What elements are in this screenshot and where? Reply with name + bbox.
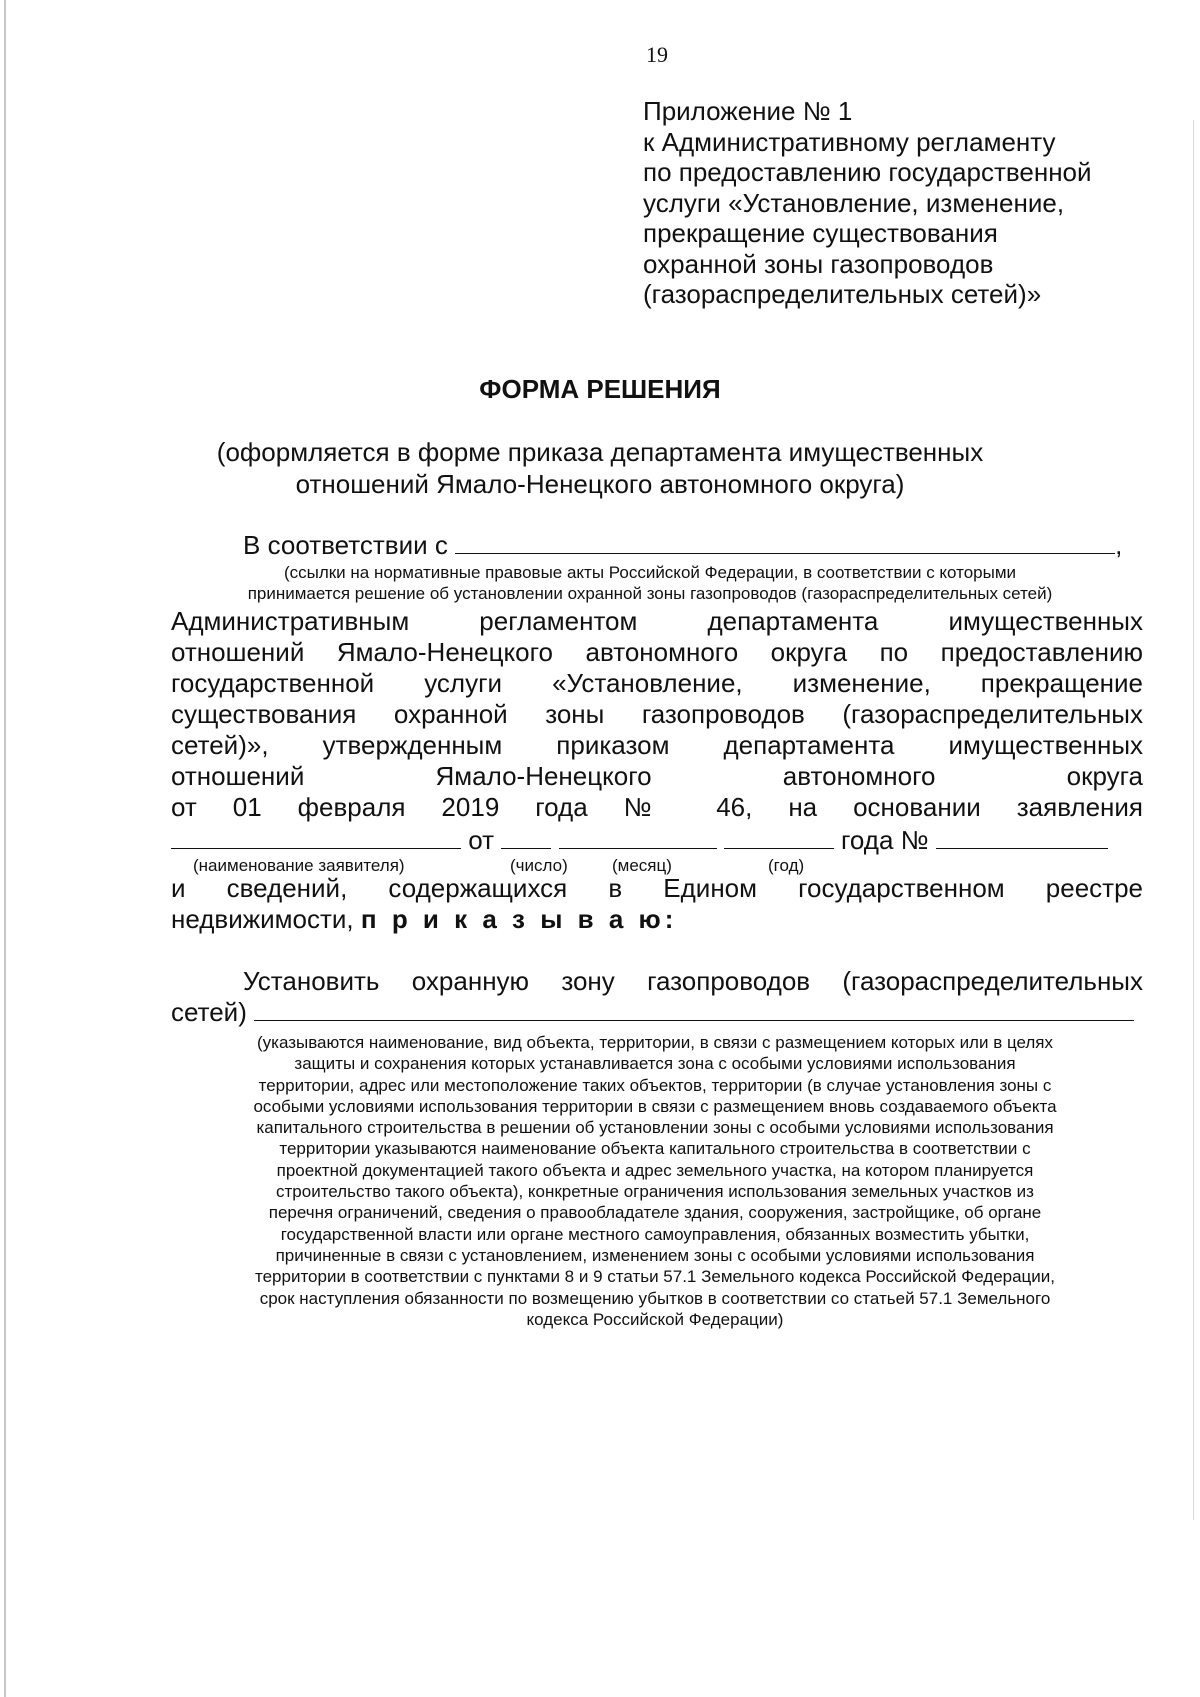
establish-paragraph <box>171 966 1143 1028</box>
accordance-comma: , <box>1115 530 1123 560</box>
caption-line: срок наступления обязанности по возмещению убытков в соответствии со статьей 57.1 Земельного <box>259 1288 1051 1308</box>
caption-line: особыми условиями использования территории в связи с размещением вновь создаваемого объекта <box>253 1096 1057 1116</box>
caption-line: причиненные в связи с установлением, изменением зоны с особыми условиями использования <box>275 1245 1035 1265</box>
reglament-paragraph <box>171 606 1143 823</box>
appendix-line: Приложение № 1 <box>643 96 853 126</box>
caption-line: (ссылки на нормативные правовые акты Российской Федерации, в соответствии с которыми <box>283 563 1017 582</box>
paragraph-line: Административным регламентом департамента имущественных <box>171 606 1143 636</box>
form-subtitle <box>0 436 1200 500</box>
registry-prefix: недвижимости, <box>171 904 361 934</box>
paragraph-line <box>171 904 1143 935</box>
accordance-line <box>243 530 1122 561</box>
appendix-block <box>643 96 1163 310</box>
month-caption: (месяц) <box>612 856 672 875</box>
establish-caption <box>165 1032 1145 1330</box>
appendix-line: охранной зоны газопроводов <box>643 248 994 279</box>
order-word: п р и к а з ы в а ю: <box>360 904 678 934</box>
appendix-line: (газораспределительных сетей)» <box>643 279 1042 309</box>
zone-object-blank[interactable] <box>254 998 1134 1021</box>
page-number: 19 <box>646 42 668 67</box>
application-row <box>171 825 1108 856</box>
registry-paragraph <box>171 873 1143 935</box>
scan-edge-left <box>4 0 6 1697</box>
applicant-caption: (наименование заявителя) <box>193 856 405 875</box>
caption-line: территории в соответствии с пунктами 8 и 9 статьи 57.1 Земельного кодекса Российской Федерации, <box>254 1267 1056 1287</box>
year-caption: (год) <box>768 856 805 875</box>
paragraph-line: государственной услуги «Установление, изменение, прекращение <box>171 668 1143 698</box>
appendix-line: услуги «Установление, изменение, <box>643 187 1065 218</box>
paragraph-line: существования охранной зоны газопроводов (газораспределительных <box>171 699 1143 729</box>
legal-acts-blank[interactable] <box>455 531 1115 554</box>
appendix-line: по предоставлению государственной <box>643 157 1092 187</box>
caption-line: территории указываются наименование объекта капитального строительства в соответствии с <box>279 1139 1031 1159</box>
caption-line: государственной власти или органе местного самоуправления, обязанных возместить убытки, <box>280 1224 1030 1244</box>
caption-line: перечня ограничений, сведения о правообладателе здания, сооружения, застройщике, об органе <box>268 1203 1042 1223</box>
paragraph-line: от 01 февраля 2019 года № 46, на основании заявления <box>171 792 1143 822</box>
day-caption: (число) <box>510 856 568 875</box>
subtitle-line: (оформляется в форме приказа департамента имущественных <box>216 437 984 467</box>
appendix-line: прекращение существования <box>643 218 998 248</box>
year-blank[interactable] <box>724 826 834 849</box>
paragraph-line: Установить охранную зону газопроводов (газораспределительных <box>243 966 1143 996</box>
subtitle-line: отношений Ямало-Ненецкого автономного округа) <box>295 469 905 499</box>
caption-line: кодекса Российской Федерации) <box>526 1309 784 1329</box>
paragraph-line: и сведений, содержащихся в Едином государственном реестре <box>171 873 1143 903</box>
establish-line2: сетей) <box>171 997 247 1027</box>
caption-line: проектной документацией такого объекта и адрес земельного участка, на котором планируется <box>276 1160 1034 1180</box>
caption-line: защиты и сохранения которых устанавливается зона с особыми условиями использования <box>294 1054 1016 1074</box>
month-blank[interactable] <box>559 826 717 849</box>
year-number-label: года № <box>840 825 929 855</box>
form-title: ФОРМА РЕШЕНИЯ <box>479 374 721 404</box>
application-number-blank[interactable] <box>936 826 1108 849</box>
caption-line: (указываются наименование, вид объекта, территории, в связи с размещением которых или в целях <box>256 1033 1054 1052</box>
from-label: от <box>468 825 495 855</box>
paragraph-line: отношений Ямало-Ненецкого автономного округа <box>171 761 1143 791</box>
caption-line: строительство такого объекта), конкретные ограничения использования земельных участков из <box>276 1182 1034 1202</box>
legal-acts-caption <box>150 562 1150 604</box>
applicant-blank[interactable] <box>171 826 461 849</box>
day-blank[interactable] <box>501 826 551 849</box>
paragraph-line: сетей)», утвержденным приказом департамента имущественных <box>171 730 1143 760</box>
accordance-lead: В соответствии с <box>243 530 448 560</box>
paragraph-line: отношений Ямало-Ненецкого автономного округа по предоставлению <box>171 637 1143 667</box>
scan-edge-right <box>1193 120 1194 1520</box>
caption-line: принимается решение об установлении охранной зоны газопроводов (газораспределительных сетей) <box>247 584 1053 603</box>
paragraph-line <box>171 997 1143 1028</box>
caption-line: территории, адрес или местоположение таких объектов, территории (в случае установления зоны с <box>258 1075 1052 1095</box>
caption-line: капитального строительства в решении об установлении зоны с особыми условиями использования <box>256 1118 1054 1138</box>
appendix-line: к Административному регламенту <box>643 126 1056 157</box>
